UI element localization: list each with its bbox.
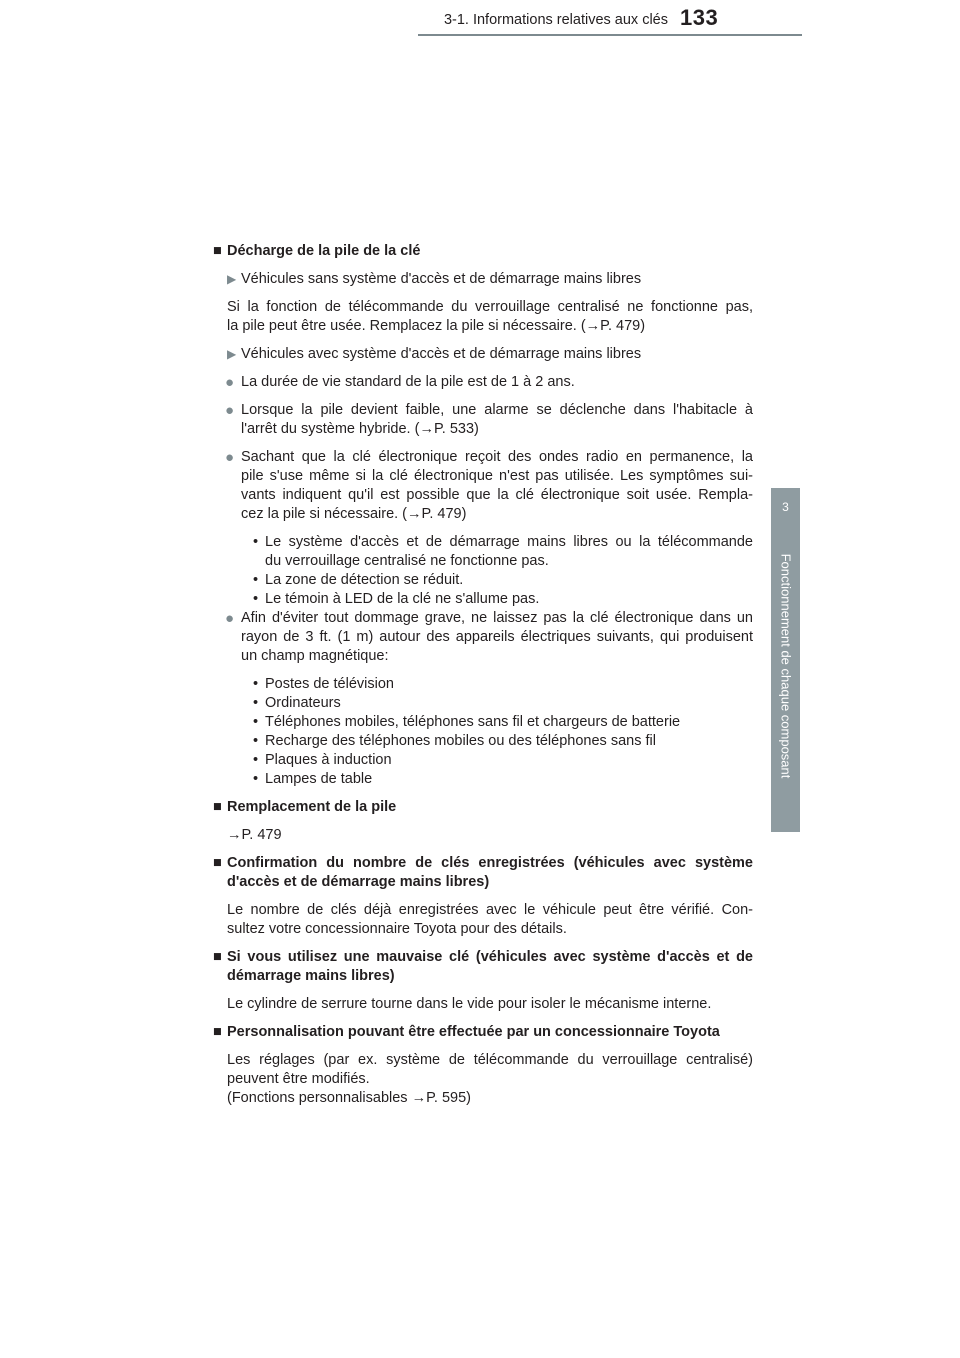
heading-battery-replacement bbox=[213, 798, 753, 817]
appliance-list bbox=[213, 675, 753, 789]
list-item bbox=[241, 590, 753, 609]
text-line: Postes de télévision bbox=[265, 676, 394, 692]
replacement-reference bbox=[213, 826, 753, 845]
text-line: Si la fonction de télécommande du verrouillage centralisé ne fonctionne pas, bbox=[227, 299, 753, 315]
text-line: Sachant que la clé électronique reçoit des ondes radio en permanence, la bbox=[241, 449, 753, 465]
bullet-icon: • bbox=[253, 752, 259, 768]
square-icon: ■ bbox=[213, 855, 222, 871]
text-line: Lampes de table bbox=[265, 771, 373, 787]
list-item bbox=[241, 533, 753, 571]
text-line: Lorsque la pile devient faible, une alarme se déclenche dans l'habitacle à bbox=[241, 402, 753, 418]
list-item bbox=[241, 571, 753, 590]
square-icon: ■ bbox=[213, 949, 222, 965]
square-icon: ■ bbox=[213, 1024, 222, 1040]
paragraph-customization bbox=[213, 1051, 753, 1108]
text-line: Le témoin à LED de la clé ne s'allume pas. bbox=[265, 591, 540, 607]
bullet-icon: • bbox=[253, 733, 259, 749]
square-icon: ■ bbox=[213, 243, 222, 259]
arrow-icon: → bbox=[585, 318, 601, 334]
page-reference: P. 479) bbox=[600, 318, 646, 334]
text-line: Plaques à induction bbox=[265, 752, 392, 768]
paragraph-remote-not-working bbox=[213, 298, 753, 336]
heading-text: démarrage mains libres) bbox=[227, 968, 395, 984]
header-rule bbox=[418, 34, 802, 36]
text-line: Téléphones mobiles, téléphones sans fil et chargeurs de batterie bbox=[265, 714, 681, 730]
page-content bbox=[213, 242, 753, 1117]
arrow-icon: → bbox=[411, 1090, 427, 1106]
chapter-number: 3 bbox=[782, 500, 789, 514]
text-line: Recharge des téléphones mobiles ou des téléphones sans fil bbox=[265, 733, 656, 749]
paragraph-registered-keys bbox=[213, 901, 753, 939]
square-icon: ■ bbox=[213, 799, 222, 815]
subheading-without-smart-key bbox=[213, 270, 753, 289]
bullet-icon: • bbox=[253, 695, 259, 711]
text-line: Les réglages (par ex. système de télécommande du verrouillage centralisé) bbox=[227, 1052, 753, 1068]
triangle-icon: ▶ bbox=[227, 347, 237, 361]
text-line: l'arrêt du système hybride. ( bbox=[241, 421, 420, 437]
bullet-icon: • bbox=[253, 714, 259, 730]
subheading-text: Véhicules sans système d'accès et de démarrage mains libres bbox=[241, 271, 642, 287]
text-line: (Fonctions personnalisables bbox=[227, 1090, 412, 1106]
heading-wrong-key bbox=[213, 948, 753, 986]
list-item bbox=[241, 751, 753, 770]
page-number: 133 bbox=[680, 5, 719, 30]
text-line: peuvent être modifiés. bbox=[227, 1071, 370, 1087]
bullet-icon: • bbox=[253, 591, 259, 607]
list-item bbox=[241, 732, 753, 751]
text-line: La zone de détection se réduit. bbox=[265, 572, 464, 588]
text-line: Le cylindre de serrure tourne dans le vide pour isoler le mécanisme interne. bbox=[227, 996, 712, 1012]
bullet-icon: • bbox=[253, 676, 259, 692]
text-line: sultez votre concessionnaire Toyota pour des détails. bbox=[227, 921, 567, 937]
text-line: rayon de 3 ft. (1 m) autour des appareils électriques suivants, qui produisent bbox=[241, 629, 753, 645]
heading-text: d'accès et de démarrage mains libres) bbox=[227, 874, 490, 890]
subheading-text: Véhicules avec système d'accès et de démarrage mains libres bbox=[241, 346, 642, 362]
page-reference: P. 479 bbox=[241, 827, 282, 843]
list-item bbox=[241, 713, 753, 732]
text-line: Le nombre de clés déjà enregistrées avec le véhicule peut être vérifié. Con- bbox=[227, 902, 753, 918]
page-reference: P. 479) bbox=[421, 506, 467, 522]
arrow-icon: → bbox=[227, 827, 242, 843]
note-battery-life bbox=[213, 373, 753, 392]
note-magnetic-field bbox=[213, 609, 753, 666]
bullet-icon: • bbox=[253, 771, 259, 787]
heading-text: Remplacement de la pile bbox=[227, 799, 397, 815]
bullet-icon: • bbox=[253, 534, 259, 550]
text-line: du verrouillage centralisé ne fonctionne pas. bbox=[265, 553, 549, 569]
heading-text: Décharge de la pile de la clé bbox=[227, 243, 421, 259]
arrow-icon: → bbox=[407, 506, 422, 522]
heading-text: Si vous utilisez une mauvaise clé (véhicules avec système d'accès et de bbox=[227, 949, 753, 965]
circle-icon: ● bbox=[225, 610, 235, 627]
page-reference: P. 533) bbox=[433, 421, 479, 437]
list-item bbox=[241, 694, 753, 713]
heading-text: Confirmation du nombre de clés enregistrées (véhicules avec système bbox=[227, 855, 753, 871]
circle-icon: ● bbox=[225, 402, 235, 419]
text-line: Le système d'accès et de démarrage mains libres ou la télécommande bbox=[265, 534, 753, 550]
text-line: Afin d'éviter tout dommage grave, ne laissez pas la clé électronique dans un bbox=[241, 610, 753, 626]
heading-text: Personnalisation pouvant être effectuée par un concessionnaire Toyota bbox=[227, 1024, 720, 1040]
note-low-battery-alarm bbox=[213, 401, 753, 439]
bullet-icon: • bbox=[253, 572, 259, 588]
text-line: un champ magnétique: bbox=[241, 648, 389, 664]
text-line: pile s'use même si la clé électronique n'est pas utilisée. Les symptômes sui- bbox=[241, 468, 753, 484]
text-line: la pile peut être usée. Remplacez la pile si nécessaire. ( bbox=[227, 318, 586, 334]
page-reference: P. 595) bbox=[426, 1090, 471, 1106]
paragraph-wrong-key bbox=[213, 995, 753, 1014]
heading-customization bbox=[213, 1023, 753, 1042]
text-line: La durée de vie standard de la pile est de 1 à 2 ans. bbox=[241, 374, 575, 390]
chapter-title: Fonctionnement de chaque composant bbox=[778, 553, 794, 779]
heading-battery-discharge bbox=[213, 242, 753, 261]
triangle-icon: ▶ bbox=[227, 272, 237, 286]
circle-icon: ● bbox=[225, 449, 235, 466]
circle-icon: ● bbox=[225, 374, 235, 391]
note-radio-waves bbox=[213, 448, 753, 524]
heading-registered-keys bbox=[213, 854, 753, 892]
arrow-icon: → bbox=[419, 421, 434, 437]
symptom-list bbox=[213, 533, 753, 609]
text-line: Ordinateurs bbox=[265, 695, 341, 711]
text-line: cez la pile si nécessaire. ( bbox=[241, 506, 408, 522]
subheading-with-smart-key bbox=[213, 345, 753, 364]
list-item bbox=[241, 675, 753, 694]
list-item bbox=[241, 770, 753, 789]
section-title: 3-1. Informations relatives aux clés bbox=[443, 12, 668, 28]
text-line: vants indiquent qu'il est possible que la clé électronique soit usée. Rempla- bbox=[241, 487, 753, 503]
page-header bbox=[0, 0, 960, 40]
